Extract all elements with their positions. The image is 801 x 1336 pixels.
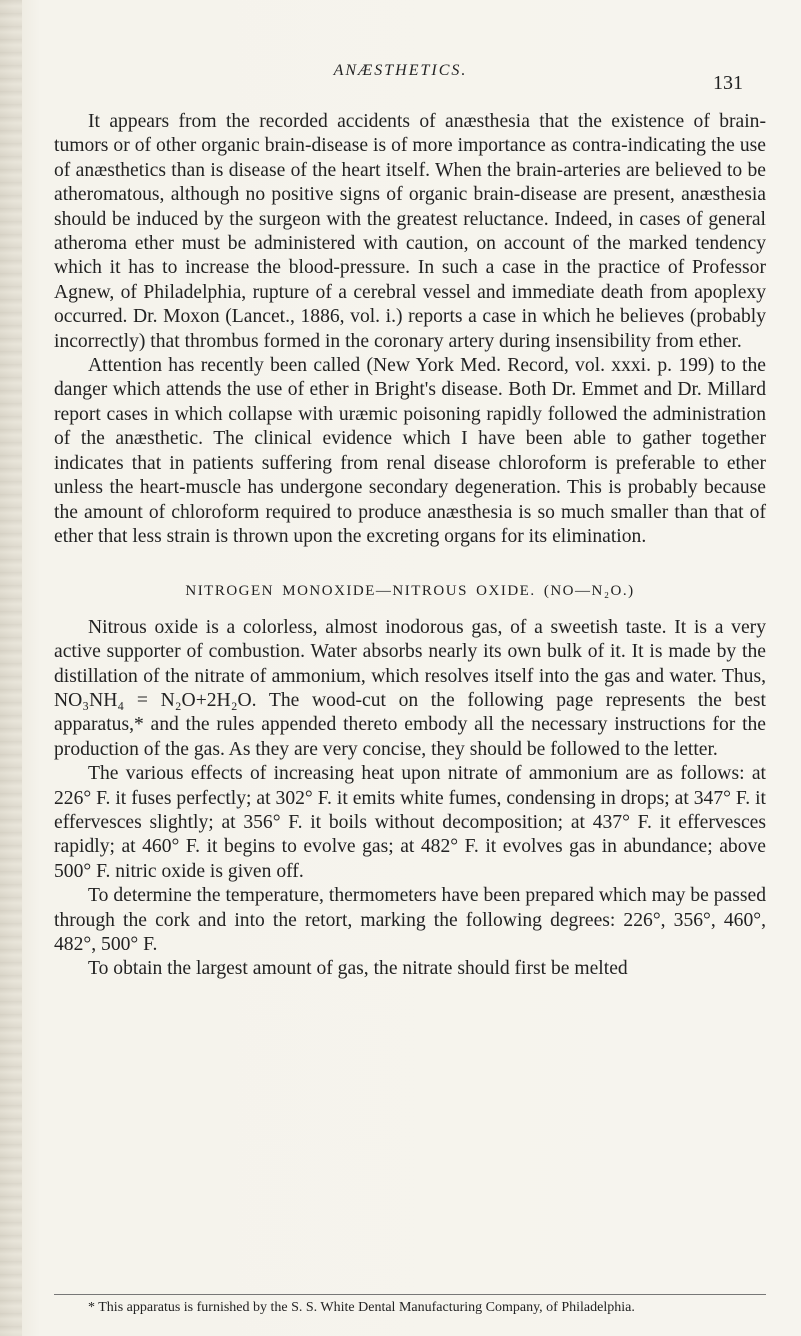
paragraph-brights-disease: Attention has recently been called (New York Med. Record, vol. xxxi. p. 199) to the danger which attends the use of ether in Bright's disease. Both Dr. Emmet and Dr. Millard report cases in which collapse with uræmic poisoning rapidly followed the administration of the anæsthetic. The clinical evidence which I have been able to gather together indicates that in patients suffering from renal disease chloroform is preferable to ether unless the heart-muscle has undergone secondary degeneration. This is probably because the amount of chloroform required to produce anæsthesia is so much smaller than that of ether that less strain is thrown upon the excreting organs for its elimination. [54,355,766,547]
paragraph-largest-amount: To obtain the largest amount of gas, the nitrate should first be melted [88,958,628,980]
page-number: 131 [713,72,743,94]
paragraph-thermometers: To determine the temperature, thermometers have been prepared which may be passed through the cork and into the retort, marking the following degrees: 226°, 356°, 460°, 482°, 500° F. [54,885,766,955]
page-binding-edge [0,0,22,1336]
page-header [0,62,801,92]
body-text [54,110,766,982]
footnote [54,1294,766,1316]
paragraph-heat-effects: The various effects of increasing heat upon nitrate of ammonium are as follows: at 226° F. it fuses perfectly; at 302° F. it emits white fumes, condensing in drops; at 347° F. it effervesces slightly; at 356° F. it boils without decomposition; at 437° F. it effervesces rapidly; at 460° F. it begins to evolve gas; at 482° F. it evolves gas in abundance; above 500° F. nitric oxide is given off. [54,763,766,882]
paragraph-brain-disease: It appears from the recorded accidents of anæsthesia that the existence of brain-tumors or of other organic brain-disease is of more importance as contra-indicating the use of anæsthetics than is disease of the heart itself. When the brain-arteries are believed to be atheromatous, although no positive signs of organic brain-disease are present, anæsthesia should be induced by the surgeon with the greatest reluctance. Indeed, in cases of general atheroma ether must be administered with caution, on account of the marked tendency which it has to increase the blood-pressure. In such a case in the practice of Professor Agnew, of Philadelphia, rupture of a cerebral vessel and immediate death from apoplexy occurred. Dr. Moxon (Lancet., 1886, vol. i.) reports a case in which he believes (probably incorrectly) that thrombus formed in the coronary artery during insensibility from ether. [54,111,766,352]
running-head: ANÆSTHETICS. [333,62,468,79]
paragraph-nitrous-oxide-properties: Nitrous oxide is a colorless, almost inodorous gas, of a sweetish taste. It is a very active supporter of combustion. Water absorbs nearly its own bulk of it. It is made by the distillation of the nitrate of ammonium, which resolves itself into the gas and water. Thus, NO₃NH₄ = N₂O+2H₂O. The wood-cut on the following page represents the best apparatus,* and the rules appended thereto embody all the necessary instructions for the production of the gas. As they are very concise, they should be followed to the letter. [54,616,766,760]
section-heading-nitrous-oxide: NITROGEN MONOXIDE—NITROUS OXIDE. (NO—N₂O.) [185,583,635,600]
footnote-text: * This apparatus is furnished by the S. S. White Dental Manufacturing Company, of Philadelphia. [88,1300,635,1315]
